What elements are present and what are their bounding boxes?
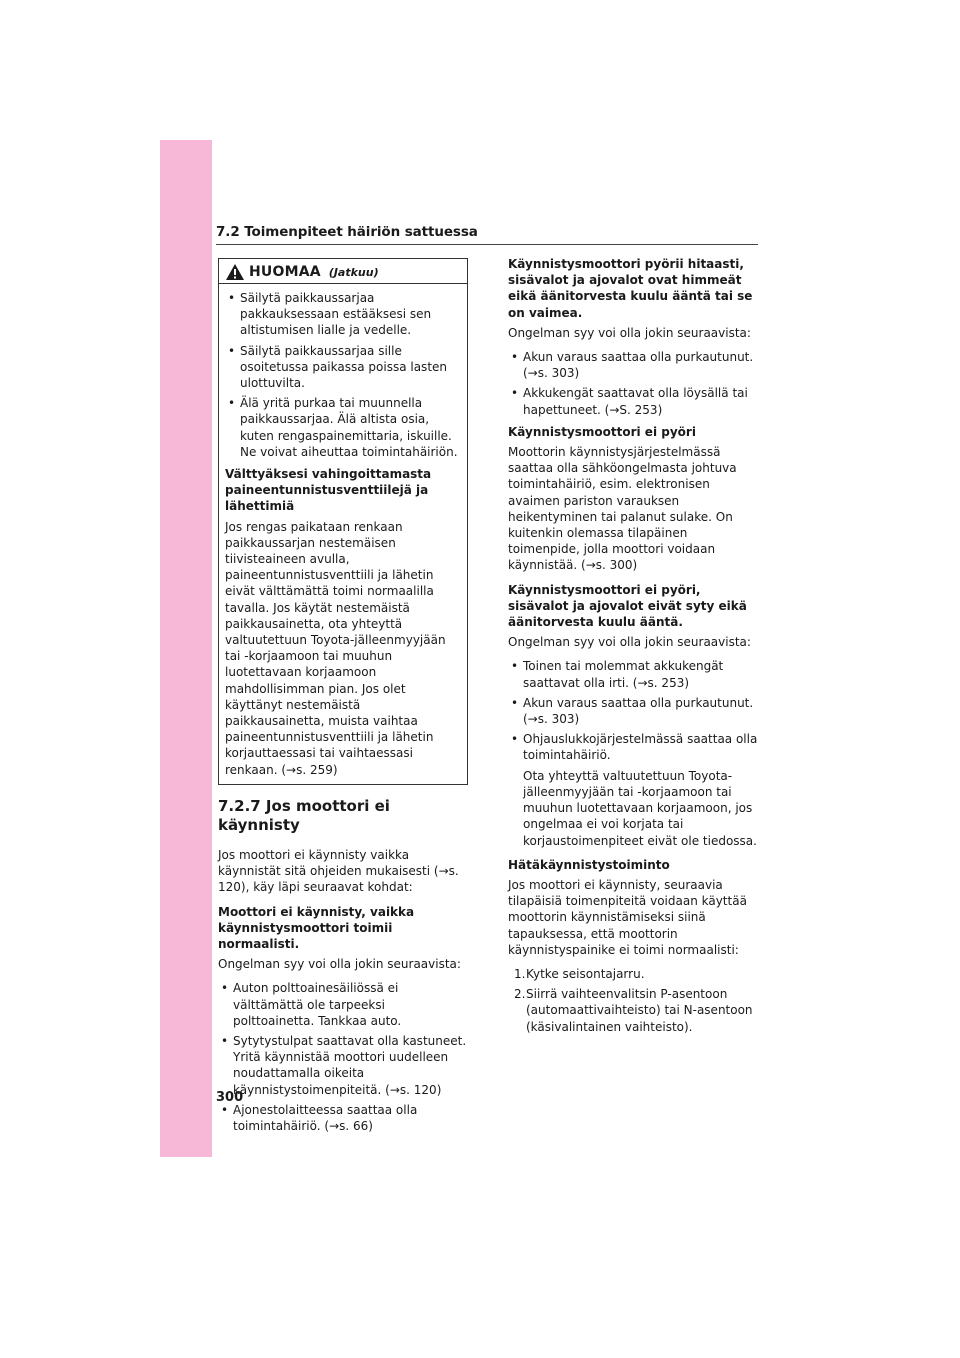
left-column	[218, 258, 468, 1140]
header-rule	[216, 244, 758, 245]
paragraph: Jos moottori ei käynnisty, seuraavia tilapäisiä toimenpiteitä voidaan käyttää moottorin käynnistämiseksi siinä tapauksessa, että moottorin käynnistyspainike ei toimi normaalisti:	[508, 877, 747, 957]
notice-subheading: Välttyäksesi vahingoittamasta paineentunnistusventtiilejä ja lähettimiä	[225, 467, 432, 514]
causes-list	[218, 980, 468, 1134]
indented-note: Ota yhteyttä valtuutettuun Toyota-jälleenmyyjään tai -korjaamoon tai muuhun luotettavaan korjaamoon, jos ongelmaa ei voi korjata tai korjaustoimenpiteet eivät ole tiedossa.	[523, 768, 757, 848]
causes-list	[508, 349, 758, 418]
list-item	[508, 986, 758, 1035]
notice-paragraph: Jos rengas paikataan renkaan paikkaussarjan nestemäisen tiivisteaineen avulla, paineentunnistusventtiili ja lähetin eivät välttämättä toimi normaalilla tavalla. Jos käytät nestemäistä paikkausainetta, ota yhteyttä valtuutettuun Toyota-jälleenmyyjään tai -korjaamoon tai muuhun luotettavaan korjaamoon mahdollisimman pian. Jos olet käyttänyt nestemäistä paikkausainetta, muista vaihtaa paineentunnistusventtiili ja lähetin korjauttaessasi tai vaihtaessasi renkaan. (→s. 259)	[225, 519, 446, 777]
paragraph: Moottorin käynnistysjärjestelmässä saattaa olla sähköongelmasta johtuva toimintahäiriö, esim. elektronisen avaimen pariston varauksen heikentyminen tai palanut sulake. On kuitenkin olemassa tilapäinen toimenpide, jolla moottori voidaan käynnistää. (→s. 300)	[508, 445, 737, 573]
list-item: • Säilytä paikkaussarjaa sille osoitetussa paikassa poissa lasten ulottuvilta.	[225, 343, 461, 392]
warning-triangle-icon	[225, 263, 245, 281]
side-color-tab	[160, 140, 212, 1157]
causes-label: Ongelman syy voi olla jokin seuraavista:	[508, 325, 751, 340]
list-item: • Toinen tai molemmat akkukengät saattavat olla irti. (→s. 253)	[508, 658, 758, 690]
list-item: • Säilytä paikkaussarjaa pakkauksessaan estääksesi sen altistumisen lialle ja vedelle.	[225, 290, 461, 339]
notice-bullets	[225, 290, 461, 460]
notice-continued: (Jatkuu)	[328, 265, 379, 279]
subheading: Käynnistysmoottori ei pyöri, sisävalot ja ajovalot eivät syty eikä äänitorvesta kuulu ääntä.	[508, 582, 747, 630]
list-item: • Ohjauslukkojärjestelmässä saattaa olla toimintahäiriö.	[508, 731, 758, 763]
list-item: • Ajonestolaitteessa saattaa olla toimintahäiriö. (→s. 66)	[218, 1102, 468, 1134]
causes-label: Ongelman syy voi olla jokin seuraavista:	[508, 635, 751, 650]
subheading: Käynnistysmoottori ei pyöri	[508, 424, 696, 439]
causes-list	[508, 658, 758, 763]
causes-label: Ongelman syy voi olla jokin seuraavista:	[218, 957, 461, 972]
step-number: 1.	[514, 966, 526, 981]
list-item: • Akkukengät saattavat olla löysällä tai hapettuneet. (→S. 253)	[508, 385, 758, 417]
section-header: 7.2 Toimenpiteet häiriön sattuessa	[216, 224, 478, 240]
section-intro: Jos moottori ei käynnisty vaikka käynnistät sitä ohjeiden mukaisesti (→s. 120), käy läpi seuraavat kohdat:	[218, 847, 459, 895]
list-item	[508, 966, 758, 982]
notice-title: HUOMAA	[249, 264, 321, 280]
list-item: • Akun varaus saattaa olla purkautunut. (→s. 303)	[508, 695, 758, 727]
steps-list	[508, 966, 758, 1035]
subheading: Moottori ei käynnisty, vaikka käynnistysmoottori toimii normaalisti.	[218, 904, 415, 951]
step-text: Kytke seisontajarru.	[526, 966, 645, 981]
step-number: 2.	[514, 987, 526, 1002]
list-item: • Akun varaus saattaa olla purkautunut. (→s. 303)	[508, 349, 758, 381]
section-title: 7.2.7 Jos moottori ei käynnisty	[218, 796, 390, 834]
notice-header	[219, 259, 467, 284]
page-number: 300	[216, 1090, 244, 1105]
right-column	[508, 256, 758, 1039]
subheading: Hätäkäynnistystoiminto	[508, 857, 670, 872]
notice-box	[218, 258, 468, 785]
notice-body	[219, 290, 467, 778]
list-item: • Älä yritä purkaa tai muunnella paikkaussarjaa. Älä altista osia, kuten rengaspainemittaria, iskuille. Ne voivat aiheuttaa toimintahäiriön.	[225, 395, 461, 460]
list-item: • Auton polttoainesäiliössä ei välttämättä ole tarpeeksi polttoainetta. Tankkaa auto.	[218, 980, 468, 1029]
step-text: Siirrä vaihteenvalitsin P-asentoon (automaattivaihteisto) tai N-asentoon (käsivalintainen vaihteisto).	[526, 987, 753, 1034]
subheading: Käynnistysmoottori pyörii hitaasti, sisävalot ja ajovalot ovat himmeät eikä äänitorvesta kuulu ääntä tai se on vaimea.	[508, 257, 753, 320]
list-item: • Sytytystulpat saattavat olla kastuneet. Yritä käynnistää moottori uudelleen noudattamalla oikeita käynnistystoimenpiteitä. (→s. 120)	[218, 1033, 468, 1098]
